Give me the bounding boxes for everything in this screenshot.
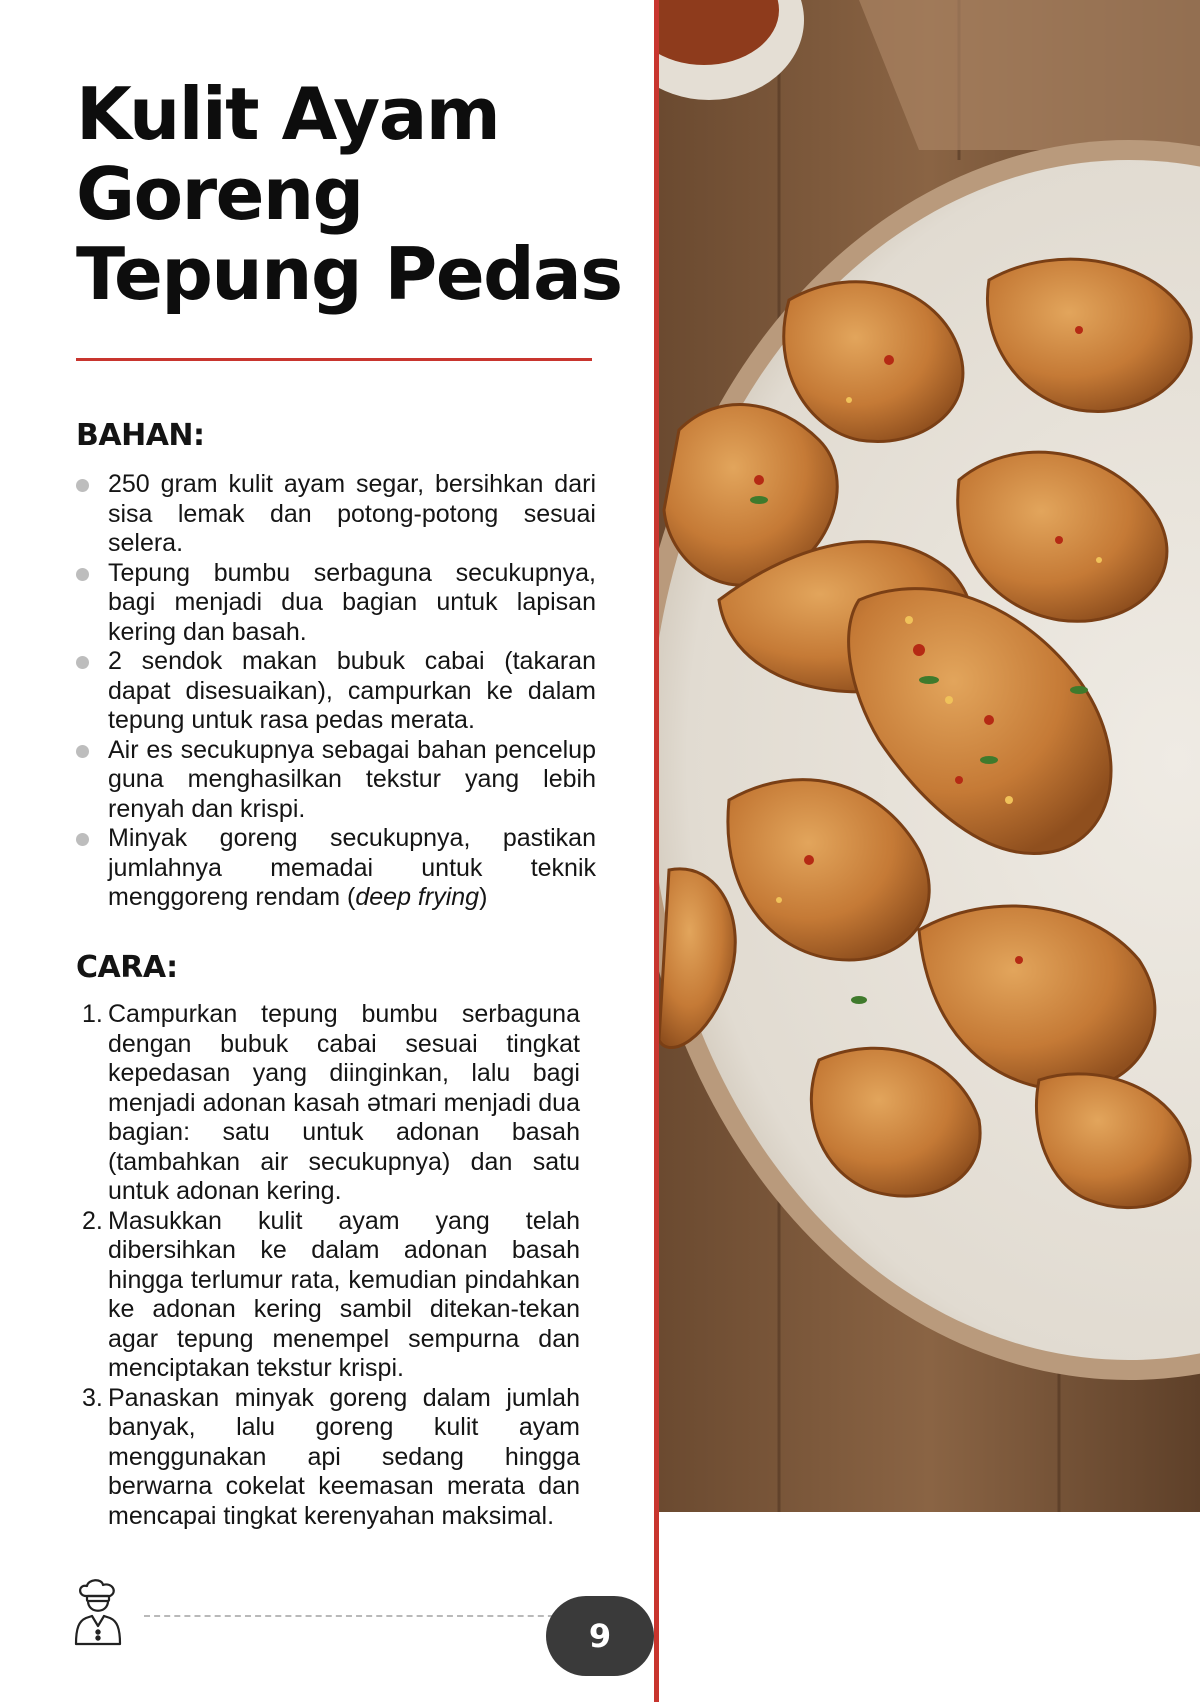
step-number: 2. [82,1206,103,1235]
step-text: Panaskan minyak goreng dalam jumlah banyak, lalu goreng kulit ayam menggunakan api sedang hingga berwarna cokelat keemasan merata dan mencapai tingkat kerenyahan maksimal. [108,1383,580,1530]
bullet-icon [76,745,89,758]
step-number: 3. [82,1383,103,1412]
method-heading: CARA: [76,950,178,985]
footer-dashed-line [144,1615,564,1617]
ingredient-item [76,470,596,559]
step-item [76,1000,580,1207]
ingredient-text: Air es secukupnya sebagai bahan pencelup guna menghasilkan tekstur yang lebih renyah dan krispi. [108,735,596,823]
bullet-icon [76,479,89,492]
ingredient-item [76,647,596,736]
title-line-1: Kulit Ayam [76,72,500,156]
ingredient-item [76,559,596,648]
bullet-icon [76,568,89,581]
ingredient-italic-term: deep frying [355,883,480,911]
ingredients-list [76,470,596,913]
step-item [76,1207,580,1384]
ingredient-text: 2 sendok makan bubuk cabai (takaran dapat disesuaikan), campurkan ke dalam tepung untuk rasa pedas merata. [108,647,596,734]
ingredient-text: Tepung bumbu serbaguna secukupnya, bagi menjadi dua bagian untuk lapisan kering dan basah. [108,558,596,646]
title-line-2: Goreng [76,152,363,236]
ingredient-item [76,736,596,825]
ingredient-text-close: ) [479,883,488,911]
method-steps [76,1000,580,1531]
ingredients-heading: BAHAN: [76,418,205,453]
bullet-icon [76,833,89,846]
step-number: 1. [82,1000,103,1028]
step-text: Campurkan tepung bumbu serbaguna dengan bubuk cabai sesuai tingkat kepedasan yang diinginkan, lalu bagi menjadi adonan kasah ətmari menjadi dua bagian: satu untuk adonan basah (tambahkan air secukupnya) dan satu untuk adonan kering. [108,1000,580,1205]
chef-icon [72,1578,124,1646]
fried-chicken-skin-photo [659,0,1200,1512]
ingredient-text: Minyak goreng secukupnya, pastikan jumlahnya memadai untuk teknik menggoreng rendam ( [108,824,596,911]
title-divider [76,358,592,361]
bullet-icon [76,656,89,669]
ingredient-text: 250 gram kulit ayam segar, bersihkan dari sisa lemak dan potong-potong sesuai selera. [108,470,596,557]
page-number-badge: 9 [546,1596,654,1676]
step-text: Masukkan kulit ayam yang telah dibersihkan ke dalam adonan basah hingga terlumur rata, kemudian pindahkan ke adonan kering sambil ditekan-tekan agar tepung menempel sempurna dan menciptakan tekstur krispi. [108,1206,580,1382]
title-line-3: Tepung Pedas [76,232,622,316]
recipe-title [76,74,636,314]
ingredient-item [76,824,596,913]
step-item [76,1384,580,1532]
